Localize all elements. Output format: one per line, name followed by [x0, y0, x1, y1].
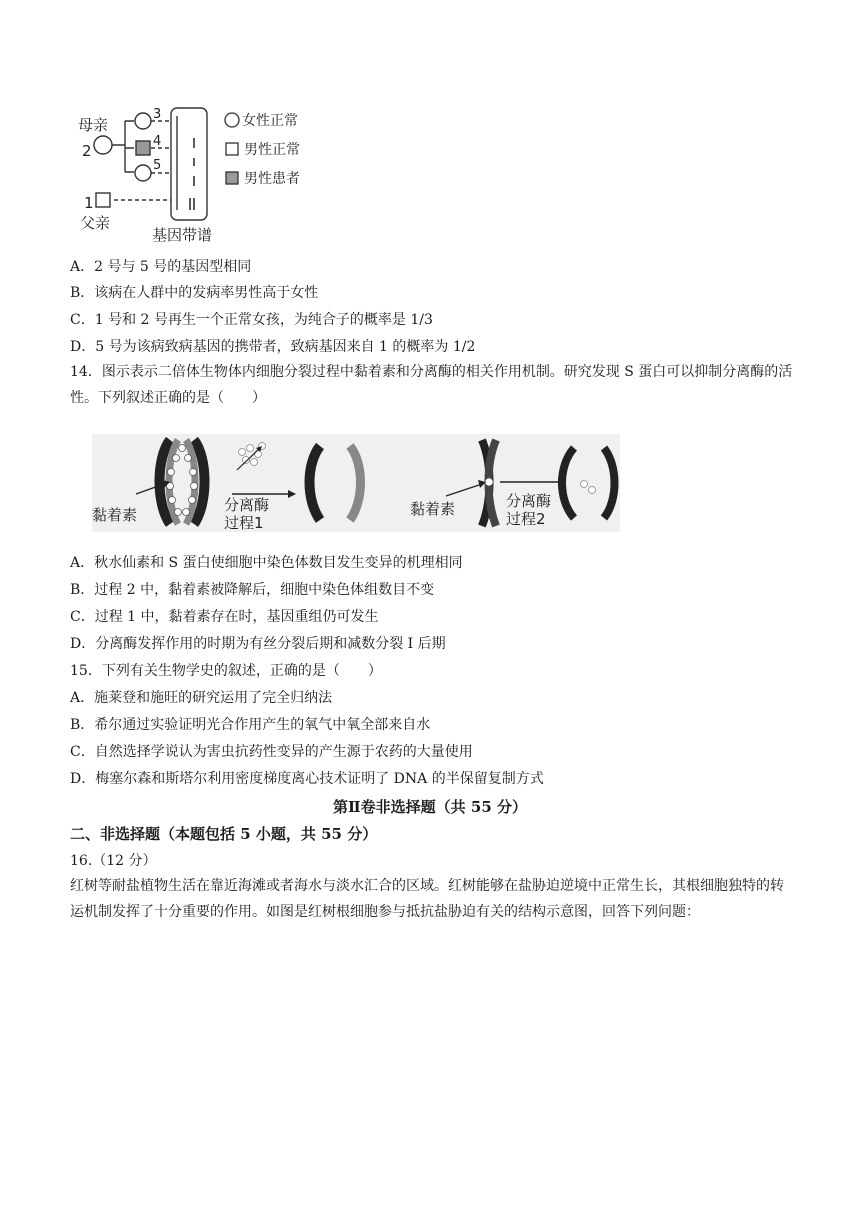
process-label-2: 过程2: [506, 510, 546, 528]
section-heading: 二、非选择题（本题包括 5 小题，共 55 分）: [70, 825, 378, 843]
part2-title: 第Ⅱ卷非选择题（共 55 分）: [333, 798, 527, 816]
q14-option-d: D．分离酶发挥作用的时期为有丝分裂后期和减数分裂 I 后期: [70, 636, 446, 652]
q16-number: 16.（12 分）: [70, 853, 157, 869]
child4-square: [136, 141, 150, 155]
q15-option-c: C．自然选择学说认为害虫抗药性变异的产生源于农药的大量使用: [70, 744, 473, 760]
q14-stem: 14．图示表示二倍体生物体内细胞分裂过程中黏着素和分离酶的相关作用机制。研究发现 S 蛋白可以抑制分离酶的活性。下列叙述正确的是（ ）: [70, 364, 793, 406]
father-label: 父亲: [80, 214, 111, 232]
child3-circle: [135, 113, 151, 129]
q13-option-d: D．5 号为该病致病基因的携带者，致病基因来自 1 的概率为 1/2: [70, 339, 476, 355]
cohesin-label-2: 黏着素: [410, 500, 456, 518]
q15-stem: 15．下列有关生物学史的叙述，正确的是（ ）: [70, 663, 382, 679]
label-5: 5: [153, 158, 162, 173]
label-4: 4: [153, 134, 162, 149]
q16-text: 红树等耐盐植物生活在靠近海滩或者海水与淡水汇合的区域。红树能够在盐胁迫逆境中正常生长，其根细胞独特的转运机制发挥了十分重要的作用。如图是红树根细胞参与抵抗盐胁迫有关的结构示意图，回答下列问题：: [70, 878, 784, 920]
legend-male-normal: 男性正常: [244, 142, 300, 158]
legend-female-normal-icon: [225, 113, 239, 127]
q15-option-a: A．施莱登和施旺的研究运用了完全归纳法: [70, 690, 333, 706]
pedigree-figure: [70, 88, 350, 250]
q14-option-c: C．过程 1 中，黏着素存在时，基因重组仍可发生: [70, 609, 379, 625]
mother-circle: [94, 136, 112, 154]
label-3: 3: [153, 107, 162, 122]
q15-option-b: B．希尔通过实验证明光合作用产生的氧气中氧全部来自水: [70, 717, 431, 733]
mother-label: 母亲: [78, 116, 109, 134]
q13-option-c: C．1 号和 2 号再生一个正常女孩，为纯合子的概率是 1/3: [70, 312, 433, 328]
q15-option-d: D．梅塞尔森和斯塔尔利用密度梯度离心技术证明了 DNA 的半保留复制方式: [70, 771, 544, 787]
q14-option-a: A．秋水仙素和 S 蛋白使细胞中染色体数目发生变异的机理相同: [70, 555, 463, 571]
child5-circle: [135, 165, 151, 181]
legend-male-affected: 男性患者: [244, 171, 300, 187]
q14-option-b: B．过程 2 中，黏着素被降解后，细胞中染色体组数目不变: [70, 582, 435, 598]
separase-label-1: 分离酶: [224, 496, 270, 514]
band-caption: 基因带谱: [152, 226, 213, 244]
father-square: [96, 193, 110, 207]
label-1: 1: [84, 194, 94, 212]
separase-label-2: 分离酶: [506, 492, 552, 510]
cohesin-label-1: 黏着素: [92, 506, 138, 524]
label-2: 2: [82, 142, 92, 160]
q13-option-a: A．2 号与 5 号的基因型相同: [70, 259, 252, 275]
legend-male-affected-icon: [226, 172, 238, 184]
legend-female-normal: 女性正常: [242, 113, 298, 129]
process-label-1: 过程1: [224, 514, 264, 532]
chromosome-figure: [92, 434, 620, 532]
q13-option-b: B．该病在人群中的发病率男性高于女性: [70, 285, 319, 301]
legend-male-normal-icon: [226, 143, 238, 155]
